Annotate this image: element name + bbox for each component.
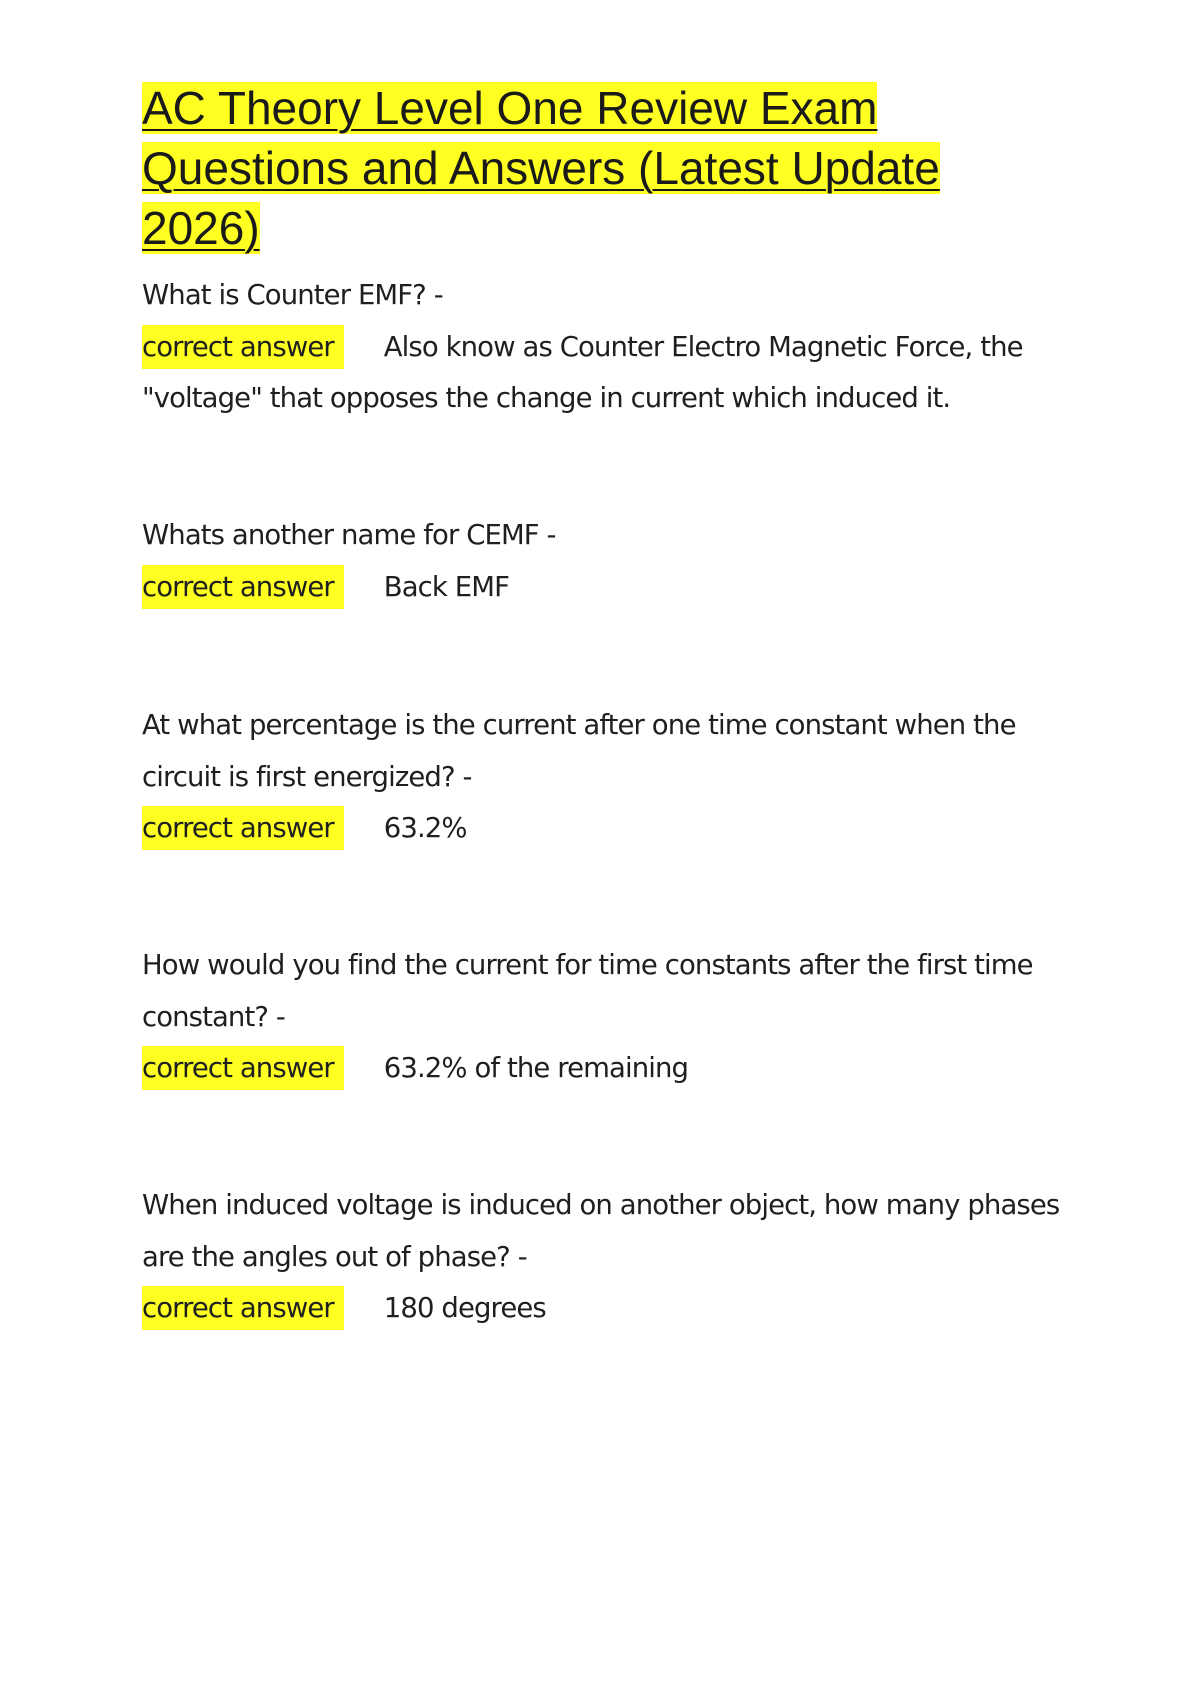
answer-text: 63.2% of the remaining <box>383 1052 689 1084</box>
answer-text: 63.2% <box>383 812 467 844</box>
answer-paragraph <box>142 562 1082 614</box>
answer-paragraph <box>142 322 1082 425</box>
answer-text: Back EMF <box>383 570 509 603</box>
correct-answer-label: correct answer <box>142 1286 344 1330</box>
document-title <box>142 78 1042 258</box>
qa-item-5 <box>142 1180 1082 1335</box>
qa-item-4 <box>142 940 1082 1095</box>
qa-item-1 <box>142 270 1082 425</box>
question-text: Whats another name for CEMF - <box>142 519 556 551</box>
question-text: At what percentage is the current after one time constant when the circuit is first energized? - <box>142 709 1016 793</box>
answer-paragraph <box>142 803 1082 855</box>
answer-paragraph <box>142 1283 1082 1335</box>
question-text: When induced voltage is induced on another object, how many phases are the angles out of phase? - <box>142 1189 1060 1273</box>
answer-text: 180 degrees <box>383 1292 546 1324</box>
document-title-text: AC Theory Level One Review Exam Questions and Answers (Latest Update 2026) <box>142 82 940 254</box>
correct-answer-label: correct answer <box>142 806 344 850</box>
question-text: How would you find the current for time constants after the first time constant? - <box>142 949 1033 1033</box>
qa-item-2 <box>142 510 1082 613</box>
correct-answer-label: correct answer <box>142 1046 344 1090</box>
qa-item-3 <box>142 700 1082 855</box>
question-text: What is Counter EMF? - <box>142 279 443 311</box>
answer-paragraph <box>142 1043 1082 1095</box>
answer-text: Also know as Counter Electro Magnetic Force, the "voltage" that opposes the change in current which induced it. <box>142 330 1023 414</box>
correct-answer-label: correct answer <box>142 565 344 609</box>
correct-answer-label: correct answer <box>142 325 344 369</box>
